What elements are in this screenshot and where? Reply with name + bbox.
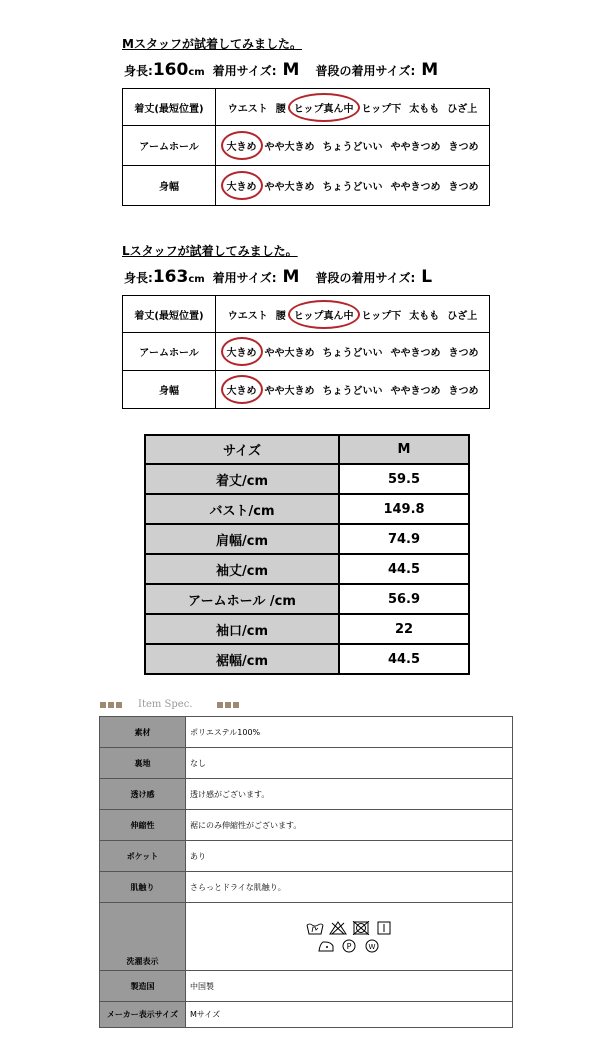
fit-table — [122, 295, 490, 409]
line-dry-icon — [375, 921, 393, 935]
hand-wash-icon — [306, 921, 324, 935]
accent-square — [116, 702, 122, 708]
fit-option: やや大きめ — [264, 142, 315, 153]
fit-option: ややきつめ — [390, 182, 441, 193]
fit-option: きつめ — [448, 386, 479, 397]
fit-options — [216, 333, 490, 371]
wear-size-value: M — [282, 60, 300, 80]
spec-value: 透け感がございます。 — [186, 779, 513, 810]
care-label-cell — [186, 903, 513, 971]
accent-square — [108, 702, 114, 708]
wear-size-label: 着用サイズ: — [212, 64, 277, 78]
fit-options — [216, 166, 490, 206]
fit-option: 太もも — [409, 310, 440, 322]
spec-key: 透け感 — [100, 779, 186, 810]
spec-value: あり — [186, 841, 513, 872]
size-value: 56.9 — [339, 584, 469, 614]
fit-option: ひざ上 — [447, 103, 478, 115]
usual-size-value: L — [421, 267, 433, 287]
size-header-label: サイズ — [145, 435, 339, 464]
usual-size-value: M — [421, 60, 439, 80]
fit-option-selected: ヒップ真ん中 — [294, 100, 354, 115]
fit-option: ひざ上 — [447, 310, 478, 322]
fit-options — [216, 126, 490, 166]
spec-value: 中国製 — [186, 971, 513, 1002]
wear-size-label: 着用サイズ: — [212, 271, 277, 285]
staff-profile — [124, 60, 438, 80]
wear-size-value: M — [282, 267, 300, 287]
fit-option: きつめ — [448, 182, 479, 193]
size-value: 74.9 — [339, 524, 469, 554]
size-key: アームホール /cm — [145, 584, 339, 614]
dry-clean-p-icon — [340, 939, 358, 953]
fit-option-selected: 大きめ — [227, 344, 257, 359]
fit-option-selected: 大きめ — [227, 382, 257, 397]
spec-key: 裏地 — [100, 748, 186, 779]
fit-option: ちょうどいい — [322, 386, 383, 397]
fit-option: ちょうどいい — [322, 182, 383, 193]
fit-option: ややきつめ — [390, 142, 441, 153]
size-key: 肩幅/cm — [145, 524, 339, 554]
spec-value: さらっとドライな肌触り。 — [186, 872, 513, 903]
spec-table — [99, 716, 513, 1028]
spec-key: 洗濯表示 — [100, 903, 186, 971]
fit-option: ややきつめ — [390, 386, 441, 397]
fit-row-label: 着丈(最短位置) — [123, 296, 216, 333]
size-key: 裾幅/cm — [145, 644, 339, 674]
fit-option: 腰 — [275, 310, 286, 322]
fit-option: やや大きめ — [264, 348, 315, 359]
fit-option: やや大きめ — [264, 182, 315, 193]
accent-square — [233, 702, 239, 708]
fit-option: ちょうどいい — [322, 142, 383, 153]
svg-text:P: P — [346, 941, 352, 951]
no-tumble-dry-icon — [352, 921, 370, 935]
fit-option-selected: 大きめ — [227, 178, 257, 193]
spec-value: Mサイズ — [186, 1002, 513, 1028]
fit-table — [122, 88, 490, 206]
fit-option: ちょうどいい — [322, 348, 383, 359]
fit-options — [216, 371, 490, 409]
trial-heading: Mスタッフが試着してみました。 — [122, 37, 302, 51]
height-label: 身長: — [124, 271, 153, 285]
fit-row-label: 身幅 — [123, 166, 216, 206]
spec-key: メーカー表示サイズ — [100, 1002, 186, 1028]
accent-square — [217, 702, 223, 708]
fit-option: ウエスト — [227, 103, 268, 115]
fit-option: ヒップ下 — [361, 310, 402, 322]
fit-option: ウエスト — [227, 310, 268, 322]
fit-option: 腰 — [275, 103, 286, 115]
spec-value: なし — [186, 748, 513, 779]
fit-row-label: アームホール — [123, 126, 216, 166]
size-value: 149.8 — [339, 494, 469, 524]
svg-text:W: W — [368, 942, 376, 951]
fit-option-selected: ヒップ真ん中 — [294, 307, 354, 322]
wet-clean-w-icon — [363, 939, 381, 953]
spec-value: 裾にのみ伸縮性がございます。 — [186, 810, 513, 841]
accent-square — [100, 702, 106, 708]
fit-option: ややきつめ — [390, 348, 441, 359]
iron-low-icon — [317, 939, 335, 953]
fit-row-label: アームホール — [123, 333, 216, 371]
size-value: 44.5 — [339, 554, 469, 584]
fit-option: 太もも — [409, 103, 440, 115]
spec-key: 伸縮性 — [100, 810, 186, 841]
height-value: 160 — [152, 60, 189, 80]
spec-key: 肌触り — [100, 872, 186, 903]
height-unit: cm — [188, 274, 205, 285]
no-bleach-icon — [329, 921, 347, 935]
fit-options — [216, 89, 490, 126]
spec-title: Item Spec. — [138, 699, 193, 710]
fit-option: きつめ — [448, 348, 479, 359]
trial-heading: Lスタッフが試着してみました。 — [122, 244, 298, 258]
size-key: 着丈/cm — [145, 464, 339, 494]
spec-header — [100, 699, 241, 710]
height-value: 163 — [152, 267, 189, 287]
spec-key: ポケット — [100, 841, 186, 872]
staff-profile — [124, 267, 432, 287]
height-label: 身長: — [124, 64, 153, 78]
accent-square — [225, 702, 231, 708]
size-value: 22 — [339, 614, 469, 644]
size-header-value: M — [339, 435, 469, 464]
spec-value: ポリエステル100% — [186, 717, 513, 748]
spec-key: 製造国 — [100, 971, 186, 1002]
size-value: 44.5 — [339, 644, 469, 674]
fit-option: ヒップ下 — [361, 103, 402, 115]
fit-option: きつめ — [448, 142, 479, 153]
height-unit: cm — [188, 67, 205, 78]
size-key: 袖丈/cm — [145, 554, 339, 584]
size-key: バスト/cm — [145, 494, 339, 524]
fit-option-selected: 大きめ — [227, 138, 257, 153]
size-value: 59.5 — [339, 464, 469, 494]
size-key: 袖口/cm — [145, 614, 339, 644]
usual-size-label: 普段の着用サイズ: — [315, 64, 416, 78]
fit-row-label: 着丈(最短位置) — [123, 89, 216, 126]
spec-key: 素材 — [100, 717, 186, 748]
fit-row-label: 身幅 — [123, 371, 216, 409]
usual-size-label: 普段の着用サイズ: — [315, 271, 416, 285]
fit-option: やや大きめ — [264, 386, 315, 397]
fit-options — [216, 296, 490, 333]
size-table — [144, 434, 470, 675]
